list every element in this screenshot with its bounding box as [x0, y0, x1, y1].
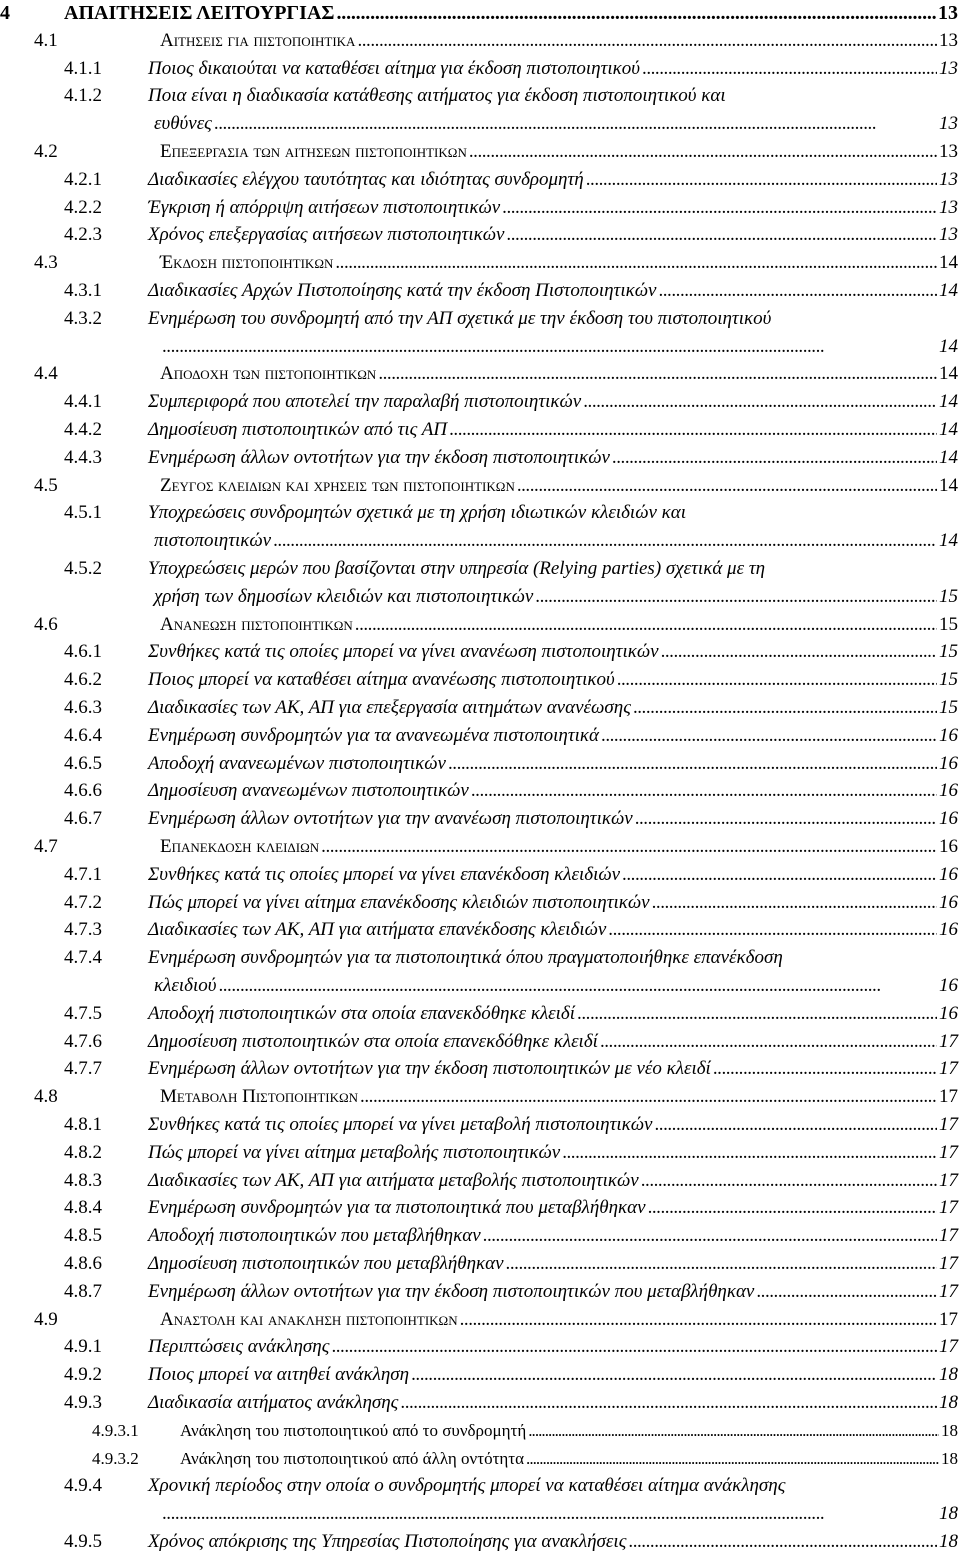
toc-entry[interactable]: [0, 695, 960, 722]
toc-entry-page: 13: [939, 29, 958, 51]
toc-entry[interactable]: [0, 83, 960, 110]
toc-leader-dots: [756, 1279, 937, 1305]
toc-entry-page: 17: [939, 1141, 958, 1163]
toc-leader-dots: [448, 751, 937, 777]
toc-entry-page: 17: [939, 1253, 958, 1274]
toc-entry[interactable]: [0, 473, 960, 500]
toc-leader-dots: [586, 167, 937, 193]
toc-entry[interactable]: [0, 1473, 960, 1500]
toc-entry[interactable]: [0, 1195, 960, 1222]
toc-leader-dots: [648, 1195, 937, 1221]
toc-entry-title: Ποια είναι η διαδικασία κατάθεσης αιτήματος για έκδοση πιστοποιητικού και: [148, 85, 726, 107]
toc-entry-page: 18: [939, 1531, 958, 1552]
toc-entry-number: 4.8.2: [64, 1141, 102, 1163]
toc-entry-page: 16: [939, 975, 958, 996]
toc-entry-continuation[interactable]: [0, 973, 960, 1000]
toc-entry-title: Συμπεριφορά που αποτελεί την παραλαβή πιστοποιητικών: [148, 391, 582, 413]
toc-entry-number: 4.3.2: [64, 307, 102, 329]
toc-entry-title: Αποδοχή ανανεωμένων πιστοποιητικών: [148, 752, 446, 774]
toc-entry-title: Επεξεργασια των αιτησεων πιστοποιητικων: [160, 141, 467, 162]
toc-entry[interactable]: [0, 28, 960, 55]
toc-entry-title: Ποιος δικαιούται να καταθέσει αίτημα για έκδοση πιστοποιητικού: [148, 57, 641, 79]
toc-entry-title: Δημοσίευση ανανεωμένων πιστοποιητικών: [148, 780, 469, 802]
toc-entry-page: 14: [939, 280, 958, 301]
toc-entry[interactable]: [0, 890, 960, 917]
toc-leader-dots: [617, 667, 937, 693]
toc-entry[interactable]: [0, 639, 960, 666]
toc-leader-dots: [357, 28, 937, 54]
toc-leader-dots: [502, 195, 937, 221]
toc-entry[interactable]: [0, 139, 960, 166]
toc-entry[interactable]: [0, 945, 960, 972]
toc-entry-page: 14: [939, 530, 958, 552]
toc-entry-page: 13: [939, 113, 958, 135]
toc-leader-dots: [506, 222, 937, 248]
toc-entry[interactable]: [0, 1001, 960, 1028]
toc-entry-title: Ζευγος κλειδιων και χρησεις των πιστοποιητικων: [160, 474, 515, 496]
toc-leader-dots: [471, 778, 937, 804]
toc-entry-page: 16: [939, 919, 958, 941]
toc-entry-page: 17: [939, 1030, 958, 1052]
toc-entry-title: Ποιος μπορεί να καταθέσει αίτημα ανανέωσης πιστοποιητικού: [148, 669, 615, 691]
toc-entry[interactable]: [0, 1334, 960, 1361]
toc-entry-continuation[interactable]: [0, 1501, 960, 1528]
toc-entry-title: Ανανεωση πιστοποιητικων: [160, 613, 353, 635]
toc-entry-page: 17: [939, 1308, 958, 1330]
toc-entry-title: ΑΠΑΙΤΗΣΕΙΣ ΛΕΙΤΟΥΡΓΙΑΣ: [64, 2, 335, 24]
toc-leader-dots: [642, 56, 937, 82]
toc-entry-page: 16: [939, 724, 958, 746]
toc-leader-dots: [600, 1029, 937, 1055]
toc-entry-number: 4.7.1: [64, 863, 102, 885]
toc-entry[interactable]: [0, 1362, 960, 1389]
toc-entry-title-continued: ευθύνες: [154, 113, 212, 135]
toc-entry[interactable]: [0, 167, 960, 194]
toc-entry[interactable]: [0, 1112, 960, 1139]
toc-entry-title: Αποδοχη των πιστοποιητικων: [160, 363, 377, 385]
toc-leader-dots: [162, 334, 937, 360]
toc-entry-page: 14: [939, 391, 958, 413]
toc-entry-number: 4.8.3: [64, 1169, 102, 1191]
toc-entry-number: 4.6.7: [64, 808, 102, 830]
toc-leader-dots: [360, 1084, 937, 1110]
toc-entry-title: Αναστολη και ανακληση πιστοποιητικων: [160, 1308, 458, 1330]
toc-entry[interactable]: [0, 500, 960, 527]
toc-leader-dots: [355, 612, 937, 638]
toc-entry-page: 17: [939, 1086, 958, 1108]
toc-entry[interactable]: [0, 306, 960, 333]
toc-entry-title: Διαδικασίες των ΑΚ, ΑΠ για αιτήματα επανέκδοσης κλειδιών: [148, 919, 607, 941]
toc-entry-number: 4.9.5: [64, 1531, 102, 1552]
toc-entry-number: 4.8: [34, 1086, 58, 1108]
toc-entry-number: 4.6.3: [64, 697, 102, 718]
toc-entry-page: 18: [939, 1364, 958, 1386]
toc-entry[interactable]: [0, 862, 960, 889]
toc-leader-dots: [661, 639, 937, 665]
toc-entry[interactable]: [0, 751, 960, 778]
toc-entry-title: Δημοσίευση πιστοποιητικών από τις ΑΠ: [148, 419, 448, 440]
toc-entry-continuation[interactable]: [0, 111, 960, 138]
toc-entry-page: 14: [939, 419, 958, 440]
toc-leader-dots: [608, 917, 937, 943]
toc-entry-title: Συνθήκες κατά τις οποίες μπορεί να γίνει μεταβολή πιστοποιητικών: [148, 1114, 653, 1135]
toc-entry-number: 4: [0, 2, 10, 24]
toc-entry-title: Ενημέρωση άλλων οντοτήτων για την ανανέωση πιστοποιητικών: [148, 808, 633, 830]
toc-entry-title: Ποιος μπορεί να αιτηθεί ανάκληση: [148, 1364, 410, 1386]
toc-entry-number: 4.2.3: [64, 224, 102, 246]
toc-entry-number: 4.6.2: [64, 669, 102, 691]
toc-leader-dots: [483, 1223, 937, 1249]
toc-entry-number: 4.1.1: [64, 57, 102, 79]
toc-entry-page: 16: [939, 891, 958, 913]
toc-entry[interactable]: [0, 1529, 960, 1556]
toc-entry[interactable]: [0, 556, 960, 583]
toc-entry[interactable]: [0, 723, 960, 750]
toc-entry-page: 15: [939, 585, 958, 607]
toc-entry-page: 16: [939, 1002, 958, 1024]
toc-entry-page: 13: [939, 141, 958, 162]
toc-entry[interactable]: [0, 778, 960, 805]
toc-entry-number: 4.7.3: [64, 919, 102, 941]
toc-entry-page: 18: [941, 1420, 958, 1440]
toc-entry-title: Ανάκληση του πιστοποιητικού από άλλη οντότητα: [180, 1448, 525, 1468]
toc-entry[interactable]: [0, 834, 960, 861]
toc-leader-dots: [469, 139, 937, 165]
toc-leader-dots: [460, 1307, 937, 1333]
toc-entry-number: 4.4.1: [64, 391, 102, 413]
toc-entry-number: 4.9.3.1: [92, 1420, 139, 1440]
toc-entry[interactable]: [0, 612, 960, 639]
toc-entry-page: 13: [939, 196, 958, 218]
toc-entry-page: 17: [939, 1225, 958, 1247]
toc-entry-number: 4.8.6: [64, 1253, 102, 1274]
toc-leader-dots: [654, 1112, 937, 1138]
toc-leader-dots: [517, 473, 937, 499]
toc-entry[interactable]: [0, 1056, 960, 1083]
toc-leader-dots: [601, 723, 937, 749]
toc-entry-page: 17: [939, 1114, 958, 1135]
toc-entry-number: 4.3: [34, 252, 58, 274]
toc-entry-title: Υποχρεώσεις μερών που βασίζονται στην υπηρεσία (Relying parties) σχετικά με τη: [148, 558, 766, 579]
toc-entry-number: 4.1.2: [64, 85, 102, 107]
toc-leader-dots: [713, 1056, 937, 1082]
toc-leader-dots: [658, 278, 937, 304]
toc-entry[interactable]: [0, 195, 960, 222]
toc-entry[interactable]: [0, 917, 960, 944]
toc-leader-dots: [526, 1446, 939, 1472]
toc-entry[interactable]: [0, 0, 960, 27]
toc-entry-number: 4.6: [34, 613, 58, 635]
toc-leader-dots: [335, 250, 937, 276]
toc-entry-title: Διαδικασίες ελέγχου ταυτότητας και ιδιότητας συνδρομητή: [148, 168, 584, 190]
toc-entry[interactable]: [0, 1084, 960, 1111]
toc-leader-dots: [577, 1001, 937, 1027]
toc-leader-dots: [635, 806, 937, 832]
toc-entry-title: Έγκριση ή απόρριψη αιτήσεων πιστοποιητικών: [148, 196, 501, 218]
toc-leader-dots: [449, 417, 937, 443]
toc-entry-number: 4.9.3.2: [92, 1448, 139, 1468]
toc-leader-dots: [506, 1251, 937, 1277]
toc-entry-page: 17: [939, 1169, 958, 1191]
toc-entry[interactable]: [0, 361, 960, 388]
toc-entry-title: Διαδικασίες των ΑΚ, ΑΠ για επεξεργασία αιτημάτων ανανέωσης: [148, 697, 631, 718]
toc-entry-title: Αποδοχή πιστοποιητικών που μεταβλήθηκαν: [148, 1225, 481, 1247]
toc-leader-dots: [628, 1529, 937, 1555]
toc-entry-title-continued: κλειδιού: [154, 975, 217, 996]
toc-leader-dots: [528, 1418, 939, 1444]
toc-entry-title: Χρονική περίοδος στην οποία ο συνδρομητής μπορεί να καταθέσει αίτημα ανάκλησης: [148, 1475, 786, 1497]
toc-entry-title: Ενημέρωση του συνδρομητή από την ΑΠ σχετικά με την έκδοση του πιστοποιητικού: [148, 307, 772, 329]
toc-entry-page: 13: [938, 2, 958, 24]
toc-leader-dots: [378, 361, 937, 387]
toc-entry-page: 16: [939, 836, 958, 857]
toc-entry-continuation[interactable]: [0, 584, 960, 611]
toc-entry-title: Ενημέρωση άλλων οντοτήτων για την έκδοση πιστοποιητικών: [148, 446, 610, 468]
toc-entry[interactable]: [0, 1279, 960, 1306]
toc-entry-title: Πώς μπορεί να γίνει αίτημα επανέκδοσης κλειδιών πιστοποιητικών: [148, 891, 650, 913]
toc-entry-page: 14: [939, 474, 958, 496]
toc-leader-dots: [400, 1390, 937, 1416]
toc-entry-number: 4.1: [34, 29, 58, 51]
toc-entry-page: 13: [939, 168, 958, 190]
toc-entry-number: 4.7.6: [64, 1030, 102, 1052]
toc-entry-title: Συνθήκες κατά τις οποίες μπορεί να γίνει επανέκδοση κλειδιών: [148, 863, 621, 885]
toc-entry-title: Χρόνος απόκρισης της Υπηρεσίας Πιστοποίησης για ανακλήσεις: [148, 1531, 627, 1552]
toc-entry-page: 14: [939, 363, 958, 385]
toc-entry-title: Αποδοχή πιστοποιητικών στα οποία επανεκδόθηκε κλειδί: [148, 1002, 576, 1024]
toc-entry-title: Ενημέρωση συνδρομητών για τα ανανεωμένα πιστοποιητικά: [148, 724, 600, 746]
toc-leader-dots: [583, 389, 937, 415]
toc-entry-number: 4.7.5: [64, 1002, 102, 1024]
toc-entry-number: 4.5.2: [64, 558, 102, 579]
toc-entry-page: 18: [939, 1392, 958, 1413]
toc-entry-page: 17: [939, 1197, 958, 1219]
toc-entry[interactable]: [0, 389, 960, 416]
toc-entry-page: 17: [939, 1280, 958, 1302]
toc-entry-title: Πώς μπορεί να γίνει αίτημα μεταβολής πιστοποιητικών: [148, 1141, 561, 1163]
toc-leader-dots: [652, 890, 937, 916]
toc-entry-title: Διαδικασία αιτήματος ανάκλησης: [148, 1392, 399, 1413]
toc-entry-number: 4.6.6: [64, 780, 102, 802]
toc-entry[interactable]: [0, 1307, 960, 1334]
toc-entry-number: 4.7.4: [64, 947, 102, 969]
toc-entry-page: 16: [939, 863, 958, 885]
toc-entry[interactable]: [0, 667, 960, 694]
toc-entry-title: Δημοσίευση πιστοποιητικών που μεταβλήθηκαν: [148, 1253, 504, 1274]
toc-entry-title: Ενημέρωση συνδρομητών για τα πιστοποιητικά όπου πραγματοποιήθηκε επανέκδοση: [148, 947, 783, 969]
toc-entry-page: 15: [939, 641, 958, 663]
toc-entry-title: Υποχρεώσεις συνδρομητών σχετικά με τη χρήση ιδιωτικών κλειδιών και: [148, 502, 687, 524]
toc-entry[interactable]: [0, 445, 960, 472]
toc-entry-number: 4.7.7: [64, 1058, 102, 1080]
toc-leader-dots: [535, 584, 937, 610]
toc-leader-dots: [336, 0, 936, 26]
toc-entry[interactable]: [0, 1223, 960, 1250]
toc-entry-title: Διαδικασίες Αρχών Πιστοποίησης κατά την έκδοση Πιστοποιητικών: [148, 280, 657, 301]
toc-entry-page: 16: [939, 780, 958, 802]
toc-entry-title: Επανεκδοση κλειδιων: [160, 836, 320, 857]
toc-leader-dots: [218, 973, 937, 999]
toc-entry-number: 4.9.4: [64, 1475, 102, 1497]
toc-entry-number: 4.9.3: [64, 1392, 102, 1413]
toc-entry-page: 14: [939, 446, 958, 468]
toc-entry[interactable]: [0, 1446, 960, 1473]
toc-entry-number: 4.9.2: [64, 1364, 102, 1386]
toc-entry-title: Χρόνος επεξεργασίας αιτήσεων πιστοποιητικών: [148, 224, 505, 246]
toc-entry-number: 4.2.2: [64, 196, 102, 218]
toc-entry-number: 4.4.3: [64, 446, 102, 468]
toc-entry-page: 17: [939, 1058, 958, 1080]
toc-entry-title-continued: πιστοποιητικών: [154, 530, 272, 552]
toc-entry-title: Περιπτώσεις ανάκλησης: [148, 1336, 330, 1358]
toc-entry-number: 4.4.2: [64, 419, 102, 440]
toc-entry-title: Δημοσίευση πιστοποιητικών στα οποία επανεκδόθηκε κλειδί: [148, 1030, 598, 1052]
toc-entry[interactable]: [0, 1029, 960, 1056]
toc-entry-number: 4.3.1: [64, 280, 102, 301]
toc-entry-title: Διαδικασίες των ΑΚ, ΑΠ για αιτήματα μεταβολής πιστοποιητικών: [148, 1169, 639, 1191]
toc-leader-dots: [622, 862, 937, 888]
toc-entry-number: 4.9: [34, 1308, 58, 1330]
toc-entry-number: 4.8.7: [64, 1280, 102, 1302]
toc-entry[interactable]: [0, 1251, 960, 1278]
toc-entry-number: 4.9.1: [64, 1336, 102, 1358]
toc-entry-title: Ενημέρωση άλλων οντοτήτων για την έκδοση πιστοποιητικών που μεταβλήθηκαν: [148, 1280, 755, 1302]
toc-entry-page: 14: [939, 335, 958, 357]
toc-entry[interactable]: [0, 250, 960, 277]
toc-entry-number: 4.7.2: [64, 891, 102, 913]
toc-entry-number: 4.8.5: [64, 1225, 102, 1247]
toc-entry-page: 15: [939, 697, 958, 718]
toc-leader-dots: [562, 1140, 937, 1166]
toc-entry[interactable]: [0, 1168, 960, 1195]
toc-leader-dots: [162, 1501, 937, 1527]
toc-leader-dots: [612, 445, 937, 471]
toc-entry-title: Ενημέρωση άλλων οντοτήτων για την έκδοση πιστοποιητικών με νέο κλειδί: [148, 1058, 711, 1080]
toc-entry[interactable]: [0, 222, 960, 249]
toc-entry-title: Συνθήκες κατά τις οποίες μπορεί να γίνει ανανέωση πιστοποιητικών: [148, 641, 659, 663]
toc-entry-number: 4.2.1: [64, 168, 102, 190]
toc-entry[interactable]: [0, 56, 960, 83]
toc-entry-page: 13: [939, 224, 958, 246]
toc-entry-title: Ανάκληση του πιστοποιητικού από το συνδρομητή: [180, 1420, 527, 1440]
toc-entry-number: 4.6.4: [64, 724, 102, 746]
toc-entry-continuation[interactable]: [0, 528, 960, 555]
toc-entry-number: 4.6.1: [64, 641, 102, 663]
toc-entry-page: 14: [939, 252, 958, 274]
toc-entry-continuation[interactable]: [0, 334, 960, 361]
toc-leader-dots: [273, 528, 937, 554]
toc-entry-page: 17: [939, 1336, 958, 1358]
toc-leader-dots: [411, 1362, 937, 1388]
toc-entry-number: 4.5.1: [64, 502, 102, 524]
toc-entry-title: Αιτησεις για πιστοποιητικα: [160, 29, 356, 51]
toc-entry-title: Έκδοση πιστοποιητικων: [160, 252, 334, 274]
toc-entry[interactable]: [0, 278, 960, 305]
toc-entry-number: 4.5: [34, 474, 58, 496]
toc-entry-number: 4.8.1: [64, 1114, 102, 1135]
toc-leader-dots: [321, 834, 937, 860]
toc-leader-dots: [214, 111, 937, 137]
toc-entry-number: 4.8.4: [64, 1197, 102, 1219]
toc-leader-dots: [641, 1168, 937, 1194]
toc-entry[interactable]: [0, 417, 960, 444]
toc-entry-page: 15: [939, 613, 958, 635]
toc-entry-number: 4.2: [34, 141, 58, 162]
toc-entry-number: 4.6.5: [64, 752, 102, 774]
toc-entry-title: Ενημέρωση συνδρομητών για τα πιστοποιητικά που μεταβλήθηκαν: [148, 1197, 646, 1219]
toc-entry-page: 16: [939, 752, 958, 774]
toc-entry-title: Μεταβολη Πιστοποιητικων: [160, 1086, 359, 1108]
toc-entry-number: 4.7: [34, 836, 58, 857]
toc-entry-title-continued: χρήση των δημοσίων κλειδιών και πιστοποιητικών: [154, 585, 534, 607]
toc-entry[interactable]: [0, 1140, 960, 1167]
toc-entry-page: 15: [939, 669, 958, 691]
toc-entry-page: 16: [939, 808, 958, 830]
toc-entry-page: 13: [939, 57, 958, 79]
toc-entry-number: 4.4: [34, 363, 58, 385]
toc-entry[interactable]: [0, 1390, 960, 1417]
toc-leader-dots: [633, 695, 937, 721]
toc-leader-dots: [331, 1334, 937, 1360]
toc-entry[interactable]: [0, 806, 960, 833]
toc-entry[interactable]: [0, 1418, 960, 1445]
toc-entry-page: 18: [941, 1448, 958, 1468]
toc-entry-page: 18: [939, 1503, 958, 1525]
